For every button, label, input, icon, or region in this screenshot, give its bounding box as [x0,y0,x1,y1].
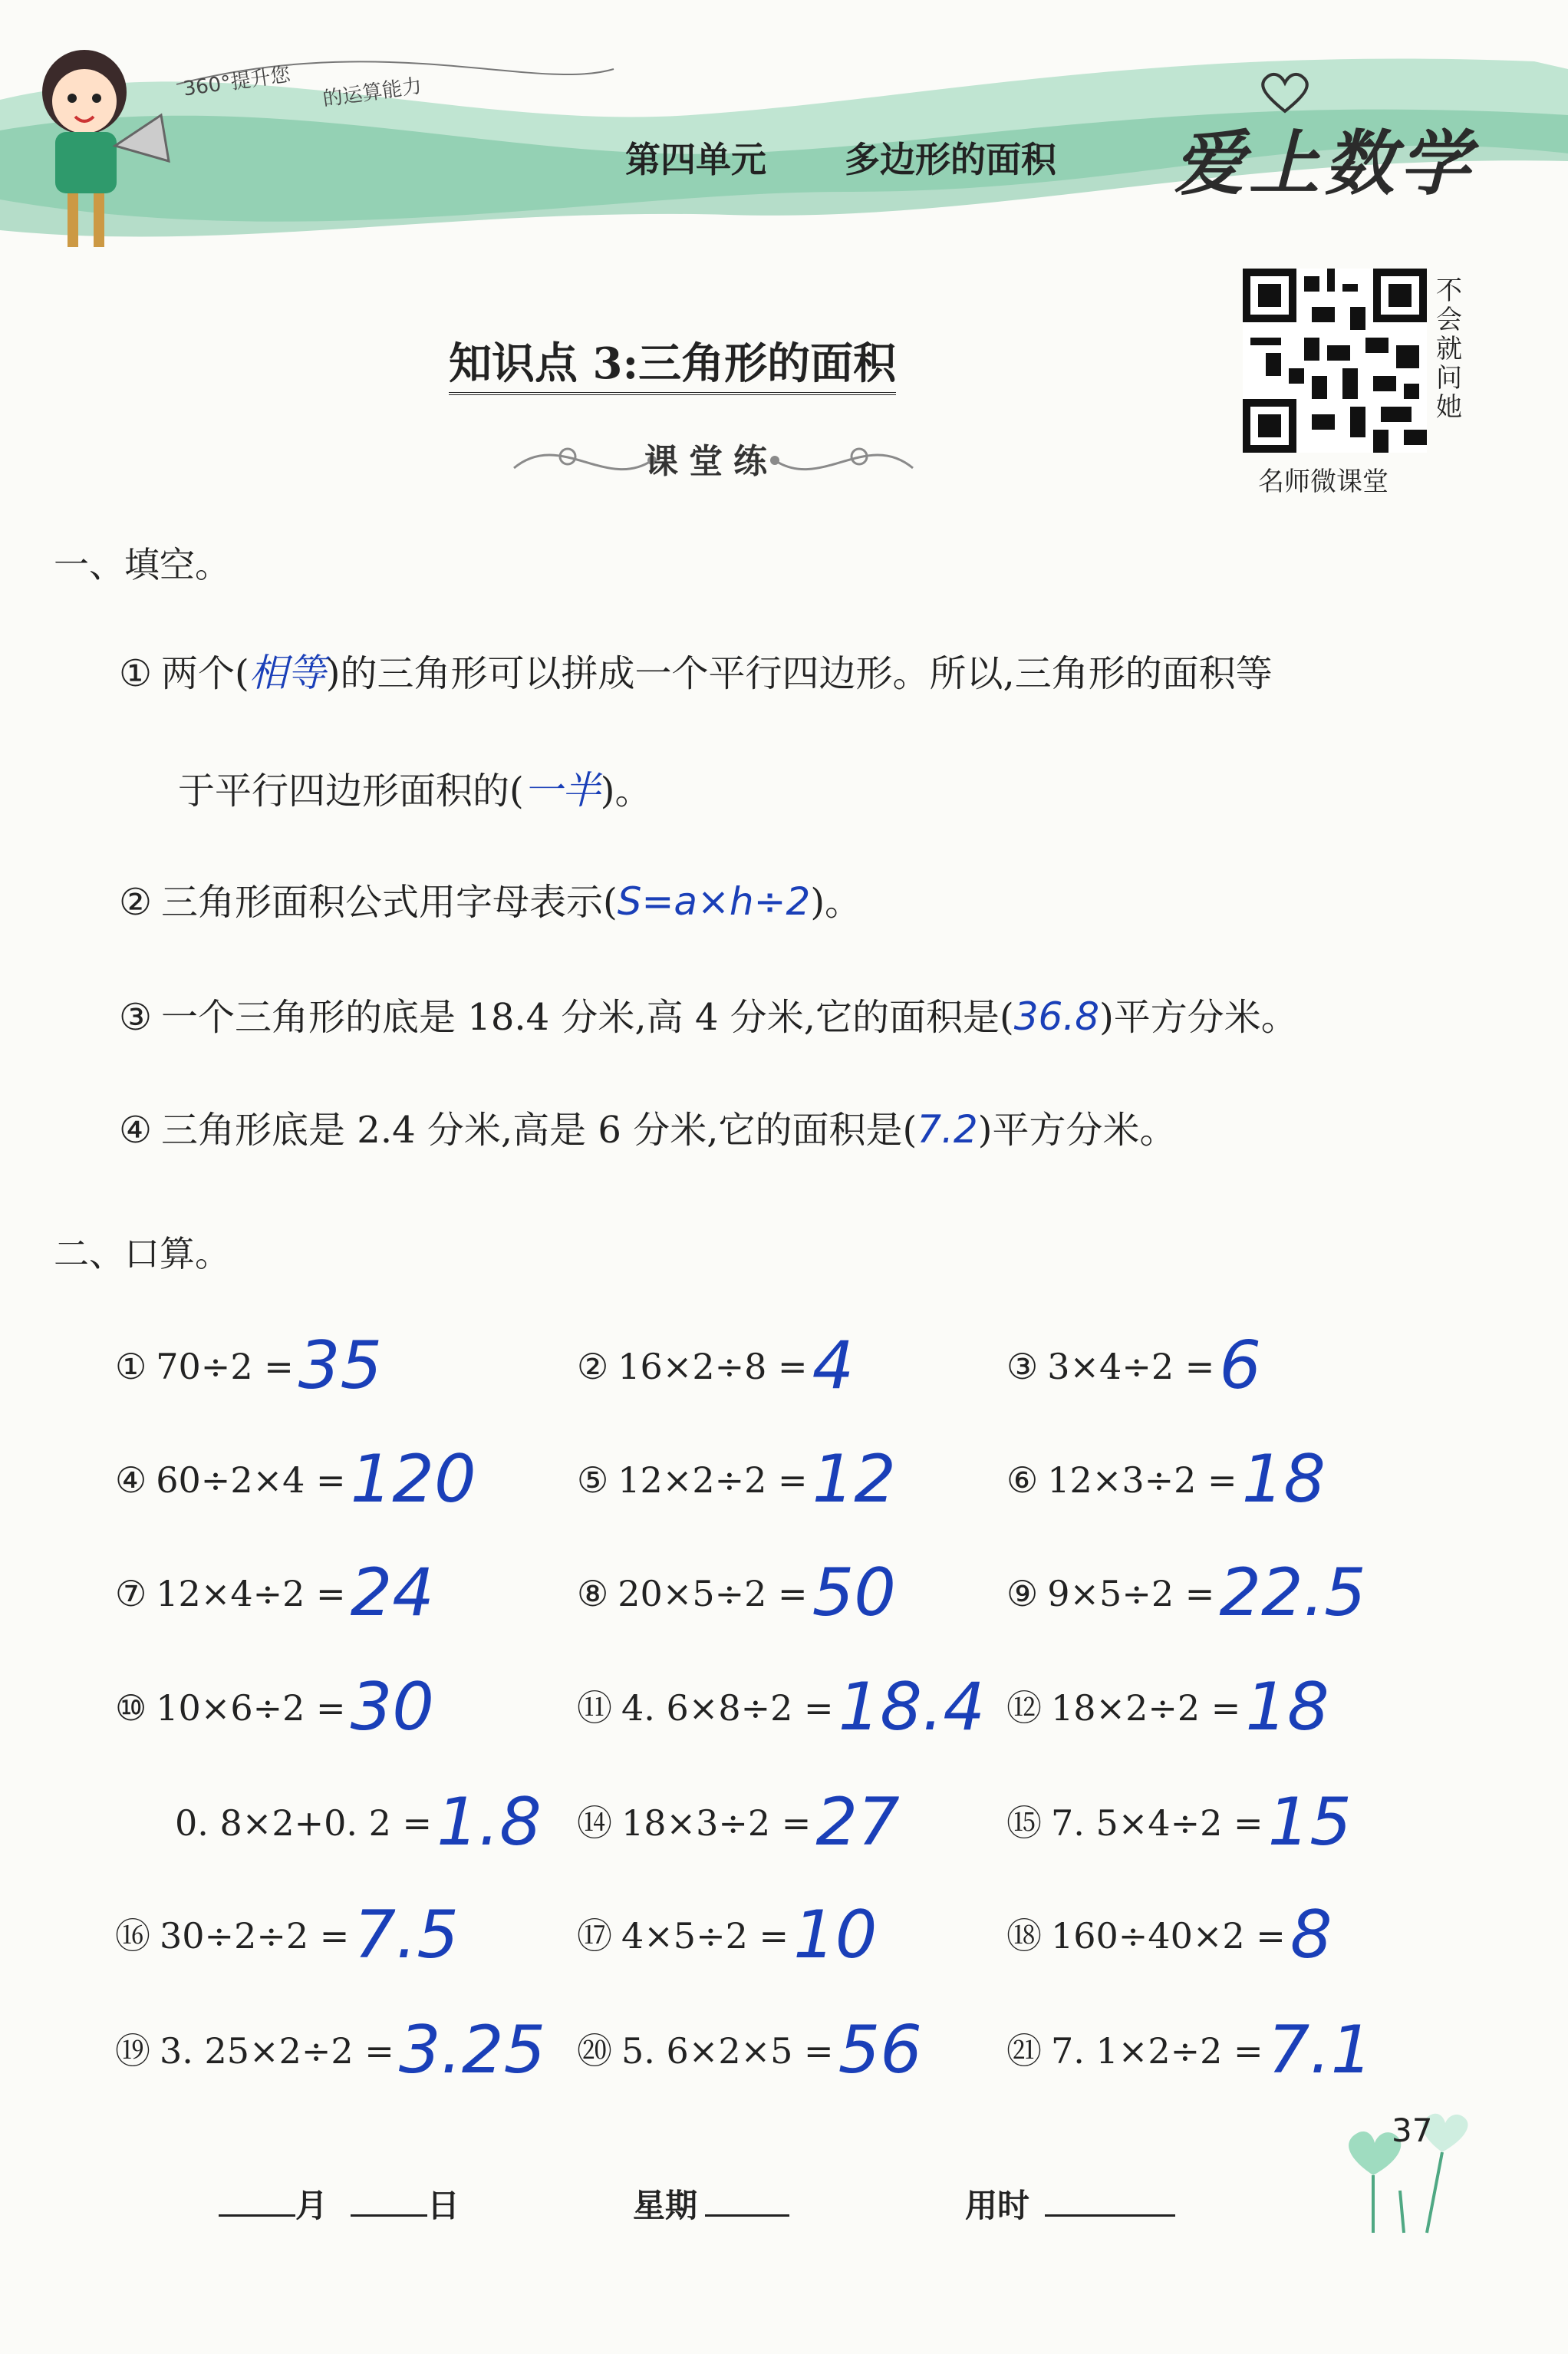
oral-item-expression: 16×2÷8 = [618,1346,808,1387]
page-subtitle: 课堂练 [644,442,778,481]
oral-item-number: ㉑ [1006,2030,1042,2072]
footer-date: 月 日 [219,2181,460,2227]
oral-item-answer[interactable]: 18 [1241,1441,1326,1518]
oral-item [1006,1554,1366,1631]
oral-item-expression: 0. 8×2+0. 2 = [175,1802,433,1844]
heart-icon [1258,69,1312,115]
oral-item [1006,1897,1332,1973]
answer-3[interactable]: 36.8 [1013,994,1100,1039]
oral-item-number: ⑯ [115,1915,150,1957]
oral-item-answer[interactable]: 1.8 [436,1784,542,1861]
oral-item-expression: 5. 6×2×5 = [621,2030,834,2072]
oral-item-number: ⑮ [1006,1802,1042,1844]
oral-item [115,1441,476,1518]
oral-item [166,1784,542,1861]
header-slogan-2: 的运算能力 [321,74,423,111]
oral-item-number: ⑨ [1006,1573,1039,1614]
oral-item-expression: 4. 6×8÷2 = [621,1687,834,1729]
oral-item-answer[interactable]: 15 [1267,1784,1352,1861]
mascot-girl-icon [8,31,184,261]
oral-item [577,1784,900,1861]
answer-4[interactable]: 7.2 [917,1107,978,1152]
oral-item-answer[interactable]: 56 [838,2012,922,2089]
oral-item [115,1554,434,1631]
fill-item-2: ② 三角形面积公式用字母表示(S=a×h÷2)。 [119,879,862,924]
oral-item-answer[interactable]: 30 [350,1669,435,1746]
page-number: 37 [1392,2112,1433,2149]
section-2-title: 二、口算。 [54,1233,230,1274]
oral-item-answer[interactable]: 27 [815,1784,900,1861]
oral-item-answer[interactable]: 3.25 [398,2012,546,2089]
oral-item-answer[interactable]: 6 [1219,1327,1262,1404]
oral-item-expression: 4×5÷2 = [621,1915,789,1957]
oral-item-number: ⑧ [577,1573,609,1614]
header-slogan-1: 360°提升您 [181,63,292,101]
oral-item [577,1554,896,1631]
weekday-blank[interactable] [705,2214,789,2217]
oral-item-answer[interactable]: 7.5 [354,1897,460,1973]
unit-title: 多边形的面积 [845,139,1057,180]
oral-item-number: ⑤ [577,1459,609,1501]
footer-weekday: 星期 [633,2181,789,2227]
oral-item-expression: 12×2÷2 = [618,1459,808,1501]
oral-item [115,2012,545,2089]
oral-item-expression: 60÷2×4 = [156,1459,346,1501]
section-1-title: 一、填空。 [54,544,230,585]
oral-item-answer[interactable]: 12 [812,1441,897,1518]
oral-item-answer[interactable]: 22.5 [1219,1554,1366,1631]
month-blank[interactable] [219,2214,295,2217]
fill-item-4: ④ 三角形底是 2.4 分米,高是 6 分米,它的面积是(7.2)平方分米。 [119,1107,1177,1152]
oral-item-expression: 18×3÷2 = [621,1802,812,1844]
brand-logo: 爱上数学 [1174,123,1475,205]
fill-item-3: ③ 一个三角形的底是 18.4 分米,高 4 分米,它的面积是(36.8)平方分米。 [119,994,1298,1039]
oral-item [115,1327,382,1404]
oral-item-expression: 7. 5×4÷2 = [1051,1802,1263,1844]
oral-item-number: ⑳ [577,2030,612,2072]
oral-item-answer[interactable]: 24 [350,1554,435,1631]
oral-item-answer[interactable]: 18.4 [838,1669,986,1746]
oral-item [1006,2012,1372,2089]
answer-1b[interactable]: 一半 [523,768,601,813]
oral-item [1006,1669,1329,1746]
oral-item-expression: 10×6÷2 = [156,1687,346,1729]
oral-item-expression: 30÷2÷2 = [160,1915,350,1957]
oral-item-number: ⑱ [1006,1915,1042,1957]
oral-item-number: ① [115,1346,147,1387]
oral-item-answer[interactable]: 18 [1245,1669,1329,1746]
oral-item [577,1441,896,1518]
oral-item [1006,1784,1352,1861]
oral-item-answer[interactable]: 35 [298,1327,383,1404]
fill-item-1: ① 两个(相等)的三角形可以拼成一个平行四边形。所以,三角形的面积等 [119,651,1273,695]
oral-item-expression: 160÷40×2 = [1051,1915,1286,1957]
oral-item-answer[interactable]: 10 [793,1897,878,1973]
oral-item-expression: 18×2÷2 = [1051,1687,1241,1729]
answer-2[interactable]: S=a×h÷2 [617,879,811,924]
oral-item-answer[interactable]: 4 [812,1327,855,1404]
oral-item [115,1897,459,1973]
oral-item-expression: 12×4÷2 = [156,1573,346,1614]
oral-item-answer[interactable]: 8 [1290,1897,1332,1973]
oral-item-answer[interactable]: 120 [350,1441,476,1518]
page-title: 知识点 3:三角形的面积 [449,338,896,395]
oral-item-number: ⑩ [115,1687,147,1729]
time-blank[interactable] [1045,2214,1175,2217]
oral-item-number: ⑫ [1006,1687,1042,1729]
fill-item-1-cont: 于平行四边形面积的(一半)。 [178,768,652,813]
oral-item [577,2012,922,2089]
oral-item-number: ⑰ [577,1915,612,1957]
oral-item-expression: 20×5÷2 = [618,1573,808,1614]
oral-item-number: ⑥ [1006,1459,1039,1501]
oral-item-expression: 3. 25×2÷2 = [160,2030,394,2072]
footer-time: 用时 [965,2181,1175,2227]
oral-item [115,1669,434,1746]
day-blank[interactable] [351,2214,427,2217]
qr-bottom-caption: 名师微课堂 [1258,467,1388,497]
oral-item-number: ⑦ [115,1573,147,1614]
oral-item-answer[interactable]: 50 [812,1554,897,1631]
oral-item-expression: 3×4÷2 = [1047,1346,1215,1387]
oral-item-number: ② [577,1346,609,1387]
oral-item-expression: 70÷2 = [156,1346,294,1387]
unit-label: 第四单元 [625,139,766,180]
oral-item-expression: 12×3÷2 = [1047,1459,1237,1501]
oral-item-expression: 7. 1×2÷2 = [1051,2030,1263,2072]
answer-1a[interactable]: 相等 [249,651,326,695]
qr-side-caption: 不会就问她 [1436,275,1462,423]
oral-item [577,1897,878,1973]
oral-item-number: ⑪ [577,1687,612,1729]
oral-item [1006,1441,1326,1518]
qr-code-icon[interactable] [1243,269,1427,453]
oral-item-number: ③ [1006,1346,1039,1387]
oral-item [577,1669,985,1746]
oral-item-expression: 9×5÷2 = [1047,1573,1215,1614]
oral-item-answer[interactable]: 7.1 [1267,2012,1373,2089]
oral-item-number: ⑲ [115,2030,150,2072]
oral-item-number: ⑭ [577,1802,612,1844]
oral-item-number: ④ [115,1459,147,1501]
oral-item [577,1327,854,1404]
oral-item [1006,1327,1261,1404]
